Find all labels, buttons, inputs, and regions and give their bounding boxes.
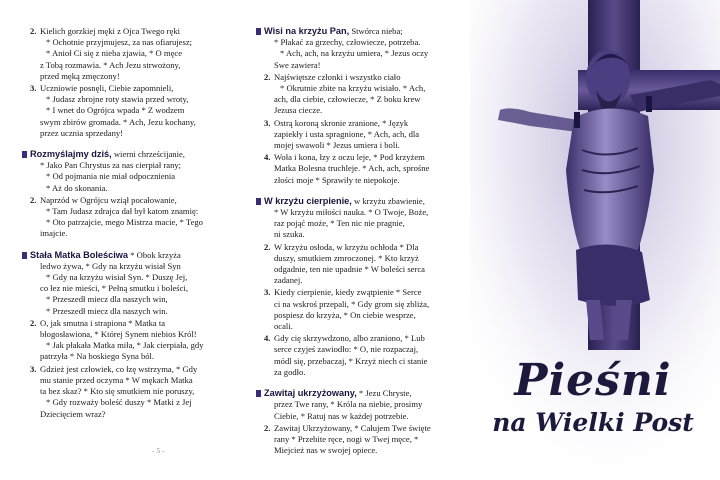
verse bbox=[256, 399, 466, 421]
song bbox=[256, 388, 466, 456]
verse-line: pospiesz do krzyża, * On ciebie wesprze, bbox=[274, 309, 416, 320]
verse-line: swym zbirów gromada. * Ach, Jezu kochany, bbox=[40, 116, 196, 127]
column-middle bbox=[256, 26, 466, 466]
verse-line: * Anioł Ci się z nieba zjawia, * O męce bbox=[46, 48, 183, 59]
song-heading bbox=[22, 149, 244, 160]
verse-line: mu stanie przed oczyma * W mękach Matka bbox=[40, 374, 193, 385]
verse-line: ni szuka. bbox=[274, 229, 305, 240]
verse-line: ci na wskroś przepali, * Gdy grom się zbliża, bbox=[274, 298, 430, 309]
verse bbox=[256, 72, 466, 117]
verse-line: ta bez skaz? * Kto się smutkiem nie poruszy, bbox=[40, 386, 195, 397]
page-number: - 5 - bbox=[152, 446, 165, 455]
verse bbox=[256, 287, 466, 332]
song-title-rest: Stwórca nieba; bbox=[349, 26, 403, 36]
verse-line: błogosławiona, * Której Synem niebios Król! bbox=[40, 329, 197, 340]
verse bbox=[22, 318, 244, 363]
song-title-rest: * Obok krzyża bbox=[128, 249, 181, 260]
verse-line: * Przeszedł miecz dla naszych win. bbox=[46, 305, 168, 316]
verse-number: 3. bbox=[264, 117, 271, 128]
verse-line: módl się, przebaczaj, * Krzyż niech ci stanie bbox=[274, 355, 428, 366]
verse-line: przez Twe rany, * Króla na niebie, prosimy bbox=[274, 399, 423, 410]
verse bbox=[22, 83, 244, 139]
verse-line: * Od pojmania nie miał odpocznienia bbox=[46, 171, 176, 182]
verse-line: * W krzyżu miłości nauka. * O Twoje, Boże, bbox=[274, 207, 429, 218]
bullet-square-icon bbox=[22, 252, 27, 259]
verse-line: * Jak płakała Matka miła, * Jak cierpiała, gdy bbox=[46, 340, 204, 351]
verse-number: 2. bbox=[30, 26, 37, 36]
bullet-square-icon bbox=[256, 28, 261, 35]
cover-title-sub: na Wielki Post bbox=[492, 408, 694, 437]
verse bbox=[256, 37, 466, 71]
verse-line: złości moje * Sprawiły te niepokoje. bbox=[274, 174, 400, 185]
verse-line: imajcie. bbox=[40, 228, 68, 239]
verse-number: 2. bbox=[264, 71, 271, 82]
song-heading bbox=[256, 388, 466, 399]
verse-line: Swe zawiera! bbox=[274, 59, 321, 70]
verse-line: Woła i kona, łzy z oczu leje, * Pod krzyżem bbox=[274, 152, 425, 163]
song bbox=[22, 250, 244, 420]
verse-line: serce czyjeś zawiodło: * O, nie rozpaczaj, bbox=[274, 344, 419, 355]
verse-line: Dziecięciem wraz? bbox=[40, 408, 106, 419]
verse-line: duszy, smutkiem zmroczonej. * Kto krzyż bbox=[274, 252, 419, 263]
verse-line: Jezusa ciecze. bbox=[274, 105, 323, 116]
verse-line: * Gdy na krzyżu wisiał Syn. * Duszę Jej, bbox=[46, 272, 188, 283]
verse-line: za godło. bbox=[274, 366, 306, 377]
bullet-square-icon bbox=[256, 390, 261, 397]
verse-line: * I wnet do Ogrójca wpada * Z wodzem bbox=[46, 105, 185, 116]
song-heading bbox=[256, 196, 466, 207]
verse-line: Ostrą koroną skronie zranione, * Język bbox=[274, 117, 409, 128]
verse-line: O, jak smutna i strapiona * Matka ta bbox=[40, 317, 166, 328]
song bbox=[22, 149, 244, 240]
verse-line: Kielich gorzkiej męki z Ojca Twego ręki bbox=[40, 26, 181, 36]
verse-line: * Aż do skonania. bbox=[46, 182, 108, 193]
verse-number: 2. bbox=[264, 422, 271, 433]
verse-line: Ciebie, * Ratuj nas w każdej potrzebie. bbox=[274, 410, 409, 421]
verse-number: 3. bbox=[30, 83, 37, 94]
song bbox=[256, 196, 466, 378]
verse-line: Zawitaj Ukrzyżowany, * Całujem Twe święte bbox=[274, 422, 431, 433]
verse bbox=[22, 26, 244, 82]
verse-line: mojej swawoli * Jezus umiera i boli. bbox=[274, 140, 400, 151]
verse bbox=[22, 160, 244, 194]
verse bbox=[256, 333, 466, 378]
song-title: Wisi na krzyżu Pan, bbox=[264, 26, 350, 36]
verse-line: Miejcież nas w swojej opiece. bbox=[274, 445, 378, 456]
verse-line: co łez nie mieści, * Pełną smutku i boleści, bbox=[40, 283, 188, 294]
verse-line: * Okrutnie zbite na krzyżu wisiało. * Ach, bbox=[280, 83, 426, 94]
verse-line: rany * Przebite ręce, nogi w Twej męce, * bbox=[274, 433, 419, 444]
verse bbox=[256, 242, 466, 287]
verse bbox=[22, 364, 244, 420]
verse-line: * Ach, ach, na krzyżu umiera, * Jezus oczy bbox=[280, 48, 429, 59]
verse-line: Gdy cię skrzywdzono, albo zraniono, * Lub bbox=[274, 333, 425, 344]
song-title-rest: wierni chrześcijanie, bbox=[111, 149, 185, 160]
verse-line: Matka Bolesna truchleje. * Ach, ach, sprośne bbox=[274, 163, 430, 174]
verse-number: 3. bbox=[30, 363, 37, 374]
verse-line: * Gdy rozważy boleść duszy * Matki z Jej bbox=[46, 397, 192, 408]
verse bbox=[22, 261, 244, 317]
verse bbox=[256, 207, 466, 241]
verse-line: * Przeszedł miecz dla naszych win, bbox=[46, 294, 168, 305]
verse-line: Uczniowie posnęli, Ciebie zapomnieli, bbox=[40, 83, 174, 94]
verse bbox=[22, 195, 244, 240]
verse-line: W krzyżu osłoda, w krzyżu ochłoda * Dla bbox=[274, 241, 419, 252]
verse-line: Kiedy cierpienie, kiedy zwątpienie * Serce bbox=[274, 287, 422, 298]
verse-number: 2. bbox=[30, 317, 37, 328]
verse-line: przed męką zmęczony! bbox=[40, 70, 120, 81]
verse-line: * Judasz zbrojne roty stawia przed wroty, bbox=[46, 94, 189, 105]
verse-line: ocali. bbox=[274, 321, 293, 332]
song-heading bbox=[22, 250, 244, 261]
verse-line: * Ochotnie przyjmujesz, za nas ofiarujesz; bbox=[46, 37, 193, 48]
song-title: Rozmyślajmy dziś, bbox=[30, 149, 112, 160]
verse-line: Gdzież jest człowiek, co łzę wstrzyma, * Gdy bbox=[40, 363, 198, 374]
verse-line: zapiekły i usta spragnione, * Ach, ach, dla bbox=[274, 128, 420, 139]
verse-number: 3. bbox=[264, 287, 271, 298]
verse-line: * Tam Judasz zdrajca dał był katom znamię: bbox=[46, 206, 199, 217]
song-title: Stała Matka Boleściwa bbox=[30, 249, 129, 260]
song-title: Zawitaj ukrzyżowany, bbox=[264, 388, 357, 399]
verse-line: * Jako Pan Chrystus za nas cierpiał rany; bbox=[40, 160, 182, 171]
verse-line: Naprzód w Ogrójcu wziął pocałowanie, bbox=[40, 194, 177, 205]
verse bbox=[256, 118, 466, 152]
verse-number: 2. bbox=[264, 241, 271, 252]
song-heading bbox=[256, 26, 466, 37]
verse-line: ledwo żywa, * Gdy na krzyżu wisiał Syn bbox=[40, 260, 181, 271]
column-left bbox=[22, 26, 244, 430]
verse-line: przez ucznia sprzedany! bbox=[40, 127, 124, 138]
bullet-square-icon bbox=[256, 198, 261, 205]
cover-title-main: Pieśni bbox=[514, 355, 672, 406]
verse-line: patrzyła * Na boskiego Syna ból. bbox=[40, 351, 155, 362]
bullet-square-icon bbox=[22, 151, 27, 158]
verse-line: odgadnie, ten nie upadnie * W boleści serca bbox=[274, 264, 425, 275]
cover-title bbox=[478, 355, 708, 438]
verse-line: * Płakać za grzechy, człowiecze, potrzeba. bbox=[274, 37, 421, 48]
verse-line: ach, dla ciebie, człowiecze, * Z boku krew bbox=[274, 94, 421, 105]
song-title-rest: w krzyżu zbawienie, bbox=[351, 195, 425, 206]
verse-number: 4. bbox=[264, 152, 271, 163]
verse-number: 2. bbox=[30, 194, 37, 205]
verse-line: * Oto patrzajcie, mego Mistrza macie, * Tego bbox=[46, 217, 203, 228]
verse bbox=[256, 423, 466, 457]
verse-line: Najświętsze członki i wszystko ciało bbox=[274, 71, 401, 82]
song-title-rest: * Jezu Chryste, bbox=[356, 388, 412, 399]
verse bbox=[256, 152, 466, 186]
verse-line: zadanej. bbox=[274, 275, 303, 286]
verse-number: 4. bbox=[264, 333, 271, 344]
song bbox=[22, 26, 244, 139]
verse-line: raz pojąć może, * Ten nic nie pragnie, bbox=[274, 218, 405, 229]
song-title: W krzyżu cierpienie, bbox=[264, 195, 352, 206]
song bbox=[256, 26, 466, 186]
verse-line: z Tobą rozmawia. * Ach Jezu strwożony, bbox=[40, 59, 181, 70]
